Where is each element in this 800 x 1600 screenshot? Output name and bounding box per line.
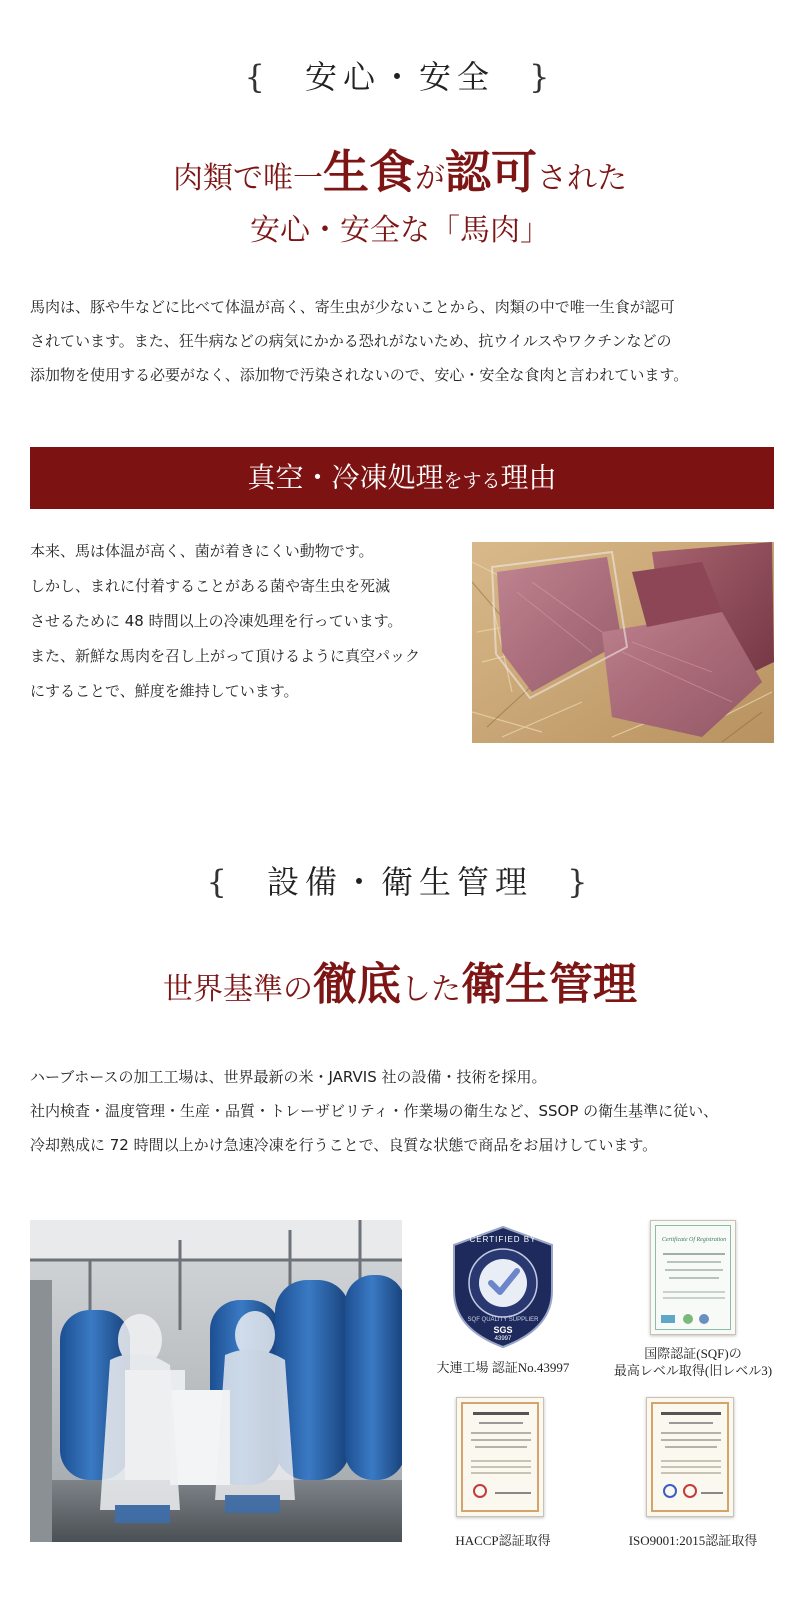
paragraph-line: 添加物を使用する必要がなく、添加物で汚染されないので、安心・安全な食肉と言われています。 <box>30 366 689 384</box>
sqf-logo-icon <box>661 1315 675 1323</box>
banner-text: 真空・冷凍処理 <box>247 461 444 494</box>
badge-top-text: CERTIFIED BY <box>469 1235 537 1244</box>
sqf-certificate <box>650 1220 736 1335</box>
headline-raw-approval <box>0 142 800 202</box>
haccp-label: HACCP認証取得 <box>455 1533 551 1548</box>
paragraph-line: 本来、馬は体温が高く、菌が着きにくい動物です。 <box>30 542 374 560</box>
brace-close: } <box>529 58 556 96</box>
reason-banner <box>30 447 774 509</box>
stamp-icon <box>473 1484 487 1498</box>
brace-open: { <box>244 58 271 96</box>
badge-number: 43997 <box>494 1336 512 1342</box>
headline-emphasis: 衛生管理 <box>461 959 637 1010</box>
facility-paragraph <box>30 1060 775 1162</box>
paragraph-line: にすることで、鮮度を維持しています。 <box>30 682 299 700</box>
brace-open: { <box>206 863 233 901</box>
headline-horse-meat: 安心・安全な「馬肉」 <box>250 213 550 248</box>
headline-emphasis: 生食 <box>323 145 415 199</box>
stamp-icon <box>663 1484 677 1498</box>
sqf-doc-title: Certificate Of Registration <box>661 1237 727 1243</box>
paragraph-line: させるために 48 時間以上の冷凍処理を行っています。 <box>30 612 403 630</box>
headline-part: が <box>415 161 445 196</box>
headline-part: 肉類で唯一 <box>173 161 323 196</box>
paragraph-line: しかし、まれに付着することがある菌や寄生虫を死滅 <box>30 577 391 595</box>
badge-ring-text: SQF QUALITY SUPPLIER <box>467 1317 539 1323</box>
paragraph-line: 馬肉は、豚や牛などに比べて体温が高く、寄生虫が少ないことから、肉類の中で唯一生食が認可 <box>30 298 675 316</box>
iso-label: ISO9001:2015認証取得 <box>628 1533 758 1548</box>
headline-emphasis: 徹底 <box>313 959 401 1010</box>
sgs-certification-badge <box>448 1225 558 1349</box>
headline-hygiene <box>0 952 800 1018</box>
paragraph-line: 冷却熟成に 72 時間以上かけ急速冷凍を行うことで、良質な状態で商品をお届けしています。 <box>30 1136 658 1154</box>
section-title-safety <box>0 55 800 99</box>
sqf-label-line: 国際認証(SQF)の <box>644 1346 742 1361</box>
headline-emphasis: 認可 <box>445 145 537 199</box>
banner-text-small: をする <box>443 470 501 492</box>
safety-paragraph <box>30 290 775 392</box>
sgs-label: 大連工場 認証No.43997 <box>436 1360 570 1375</box>
headline-part: 世界基準の <box>163 972 313 1007</box>
seal-icon <box>699 1314 709 1324</box>
badge-sgs-text: SGS <box>493 1325 513 1335</box>
paragraph-line: されています。また、狂牛病などの病気にかかる恐れがないため、抗ウイルスやワクチンなどの <box>30 332 672 350</box>
vacuum-packed-meat-photo <box>472 542 774 743</box>
banner-text: 理由 <box>500 461 557 494</box>
reason-paragraph <box>30 534 450 709</box>
stamp-icon <box>683 1484 697 1498</box>
section-title-facility <box>0 860 800 904</box>
headline-part: された <box>537 161 627 196</box>
section-title-text: 設備・衛生管理 <box>266 863 533 901</box>
section-title-text: 安心・安全 <box>304 58 495 96</box>
sqf-label-line: 最高レベル取得(旧レベル3) <box>613 1363 773 1378</box>
paragraph-line: また、新鮮な馬肉を召し上がって頂けるように真空パック <box>30 647 421 665</box>
sqf-label <box>600 1345 786 1379</box>
headline-part: した <box>401 972 461 1007</box>
paragraph-line: ハーブホースの加工工場は、世界最新の米・JARVIS 社の設備・技術を採用。 <box>30 1068 547 1086</box>
factory-photo <box>30 1220 402 1542</box>
brace-close: } <box>567 863 594 901</box>
haccp-certificate <box>456 1397 544 1517</box>
paragraph-line: 社内検査・温度管理・生産・品質・トレーザビリティ・作業場の衛生など、SSOP の衛生基準に従い、 <box>30 1102 719 1120</box>
iso-certificate <box>646 1397 734 1517</box>
seal-icon <box>683 1314 693 1324</box>
